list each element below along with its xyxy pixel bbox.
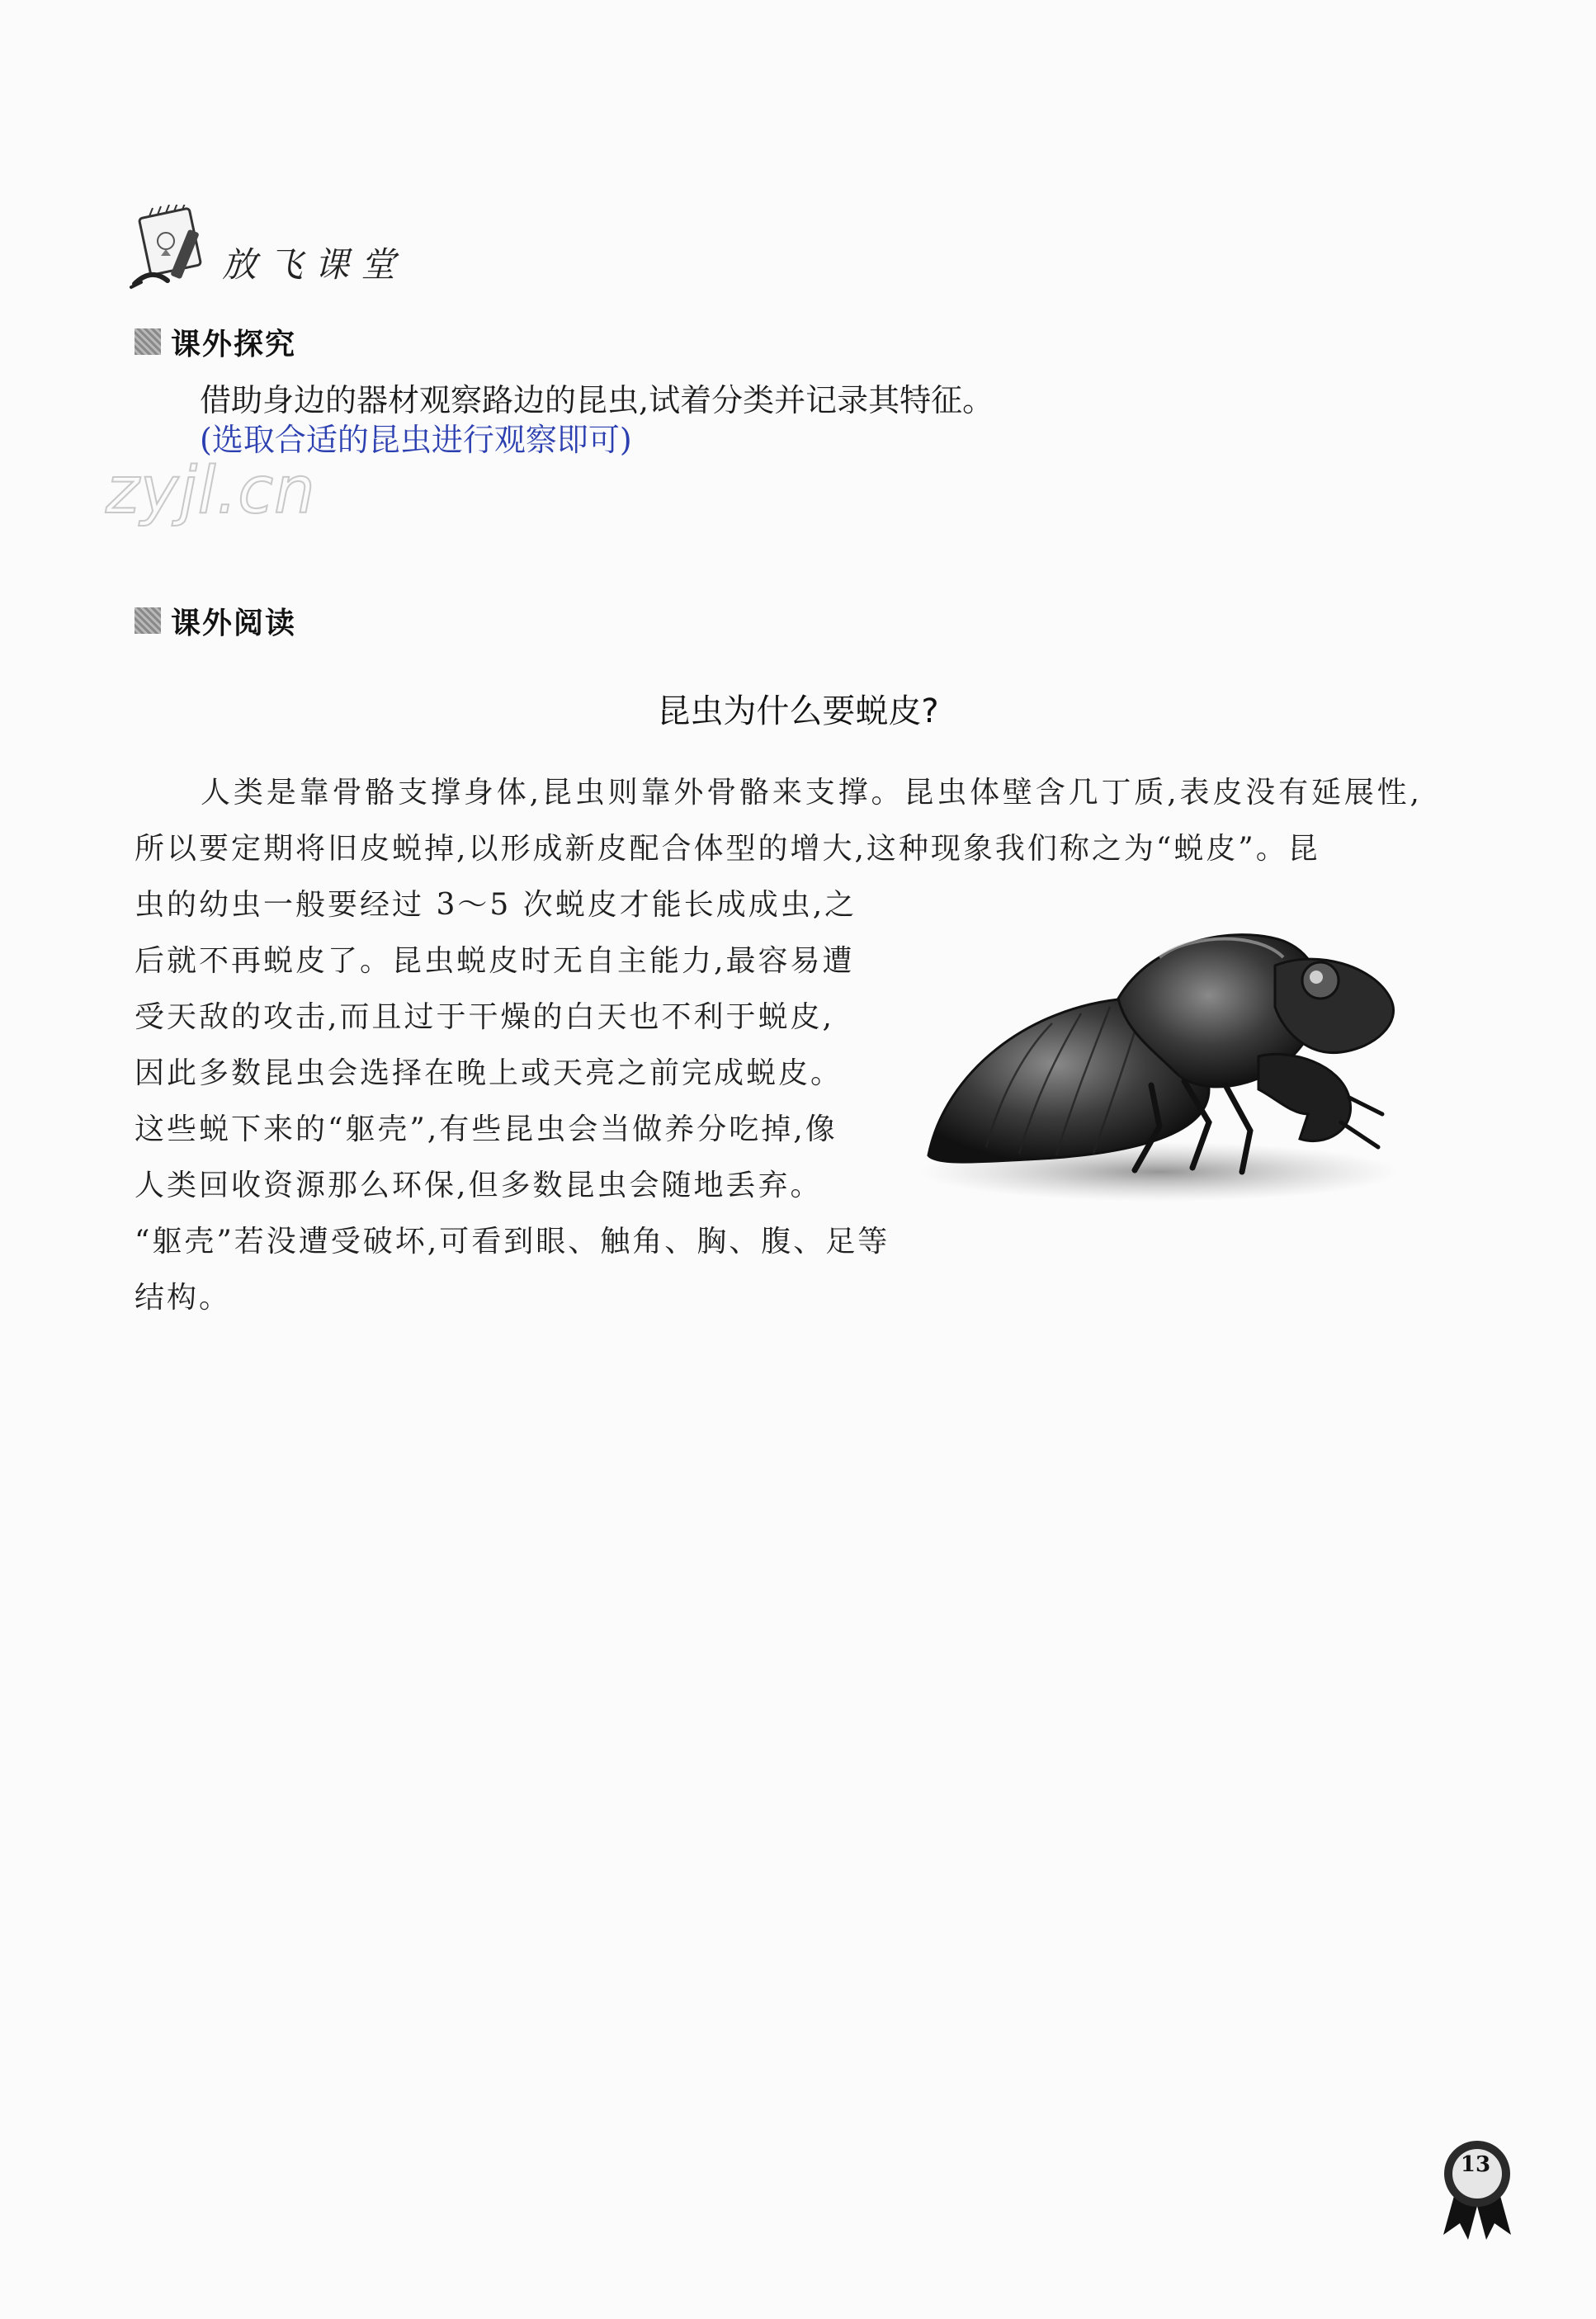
article-line: “躯壳”若没遭受破坏,可看到眼、触角、胸、腹、足等 [135,1225,890,1259]
section-heading-reading [135,602,296,639]
section-label: 课外阅读 [171,606,297,640]
article-line: 人类回收资源那么环保,但多数昆虫会随地丢弃。 [135,1169,823,1202]
article-paragraph-intro: 人类是靠骨骼支撑身体,昆虫则靠外骨骼来支撑。昆虫体壁含几丁质,表皮没有延展性,所以要定期将旧皮蜕掉,以形成新皮配合体型的增大,这种现象我们称之为“蜕皮”。昆 [135,776,1422,866]
brand-title: 放飞课堂 [222,244,408,285]
article-line: 结构。 [135,1281,232,1315]
explore-answer: (选取合适的昆虫进行观察即可) [200,422,632,458]
article-title: 昆虫为什么要蜕皮? [657,692,939,730]
section-marker-icon [135,328,161,355]
article-line: 后就不再蜕皮了。昆虫蜕皮时无自主能力,最容易遭 [135,944,855,978]
watermark: zyjl.cn [106,454,316,528]
notebook-pencil-logo-icon [128,205,217,295]
article-line: 受天敌的攻击,而且过于干燥的白天也不利于蜕皮, [135,1000,834,1034]
explore-question: 借助身边的器材观察路边的昆虫,试着分类并记录其特征。 [200,382,994,418]
page-number: 13 [1460,2152,1491,2177]
cicada-shell-icon [912,908,1424,1205]
article-line: 因此多数昆虫会选择在晚上或天亮之前完成蜕皮。 [135,1056,843,1090]
section-label: 课外探究 [171,327,297,361]
section-heading-explore [135,324,296,360]
section-marker-icon [135,607,161,634]
article-line: 这些蜕下来的“躯壳”,有些昆虫会当做养分吃掉,像 [135,1112,838,1146]
article-line: 虫的幼虫一般要经过 3～5 次蜕皮才能长成成虫,之 [135,888,857,922]
header [128,205,407,295]
